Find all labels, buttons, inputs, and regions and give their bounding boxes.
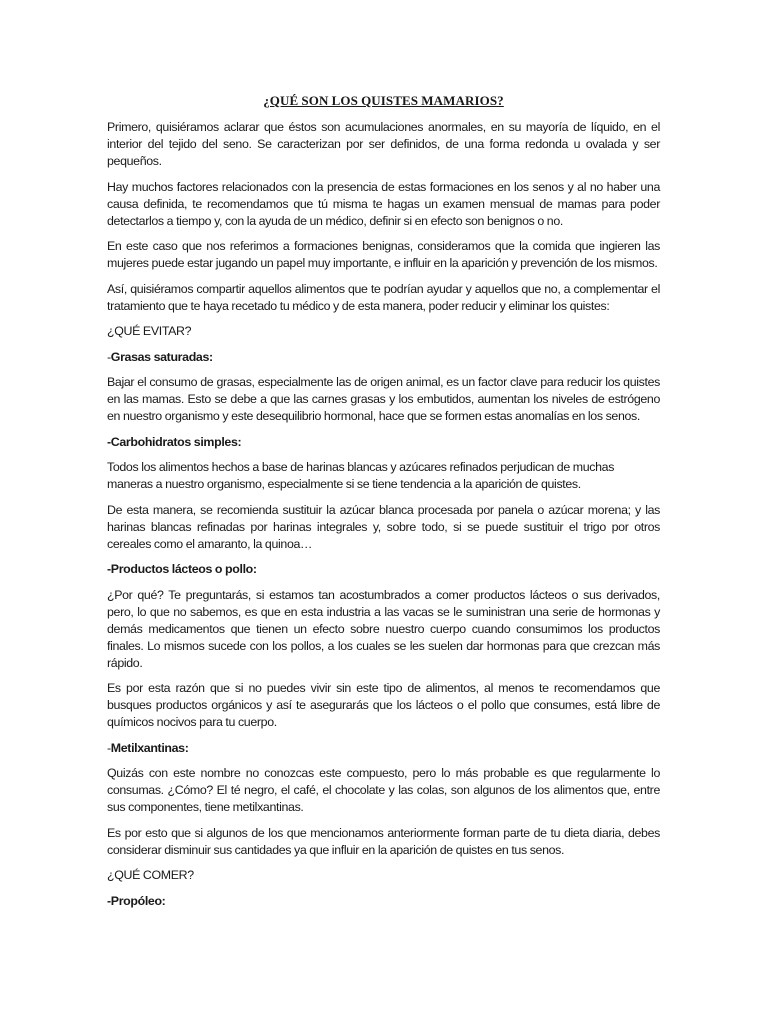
grasas-paragraph: Bajar el consumo de grasas, especialmente las de origen animal, es un factor clave para reducir los quistes en las mamas. Esto se debe a que las carnes grasas y los embutidos, aumentan los niveles de estrógeno en nuestro organismo y este desequilibrio hormonal, hace que se formen estas anomalías en los senos.: [107, 375, 660, 423]
carbohidratos-paragraph-2: De esta manera, se recomienda sustituir la azúcar blanca procesada por panela o azúcar morena; y las harinas blancas refinadas por harinas integrales y, sobre todo, si se puede sustituir el trigo por otros cereales como el amaranto, la quinoa…: [107, 502, 660, 551]
subheading-propoleo: [107, 893, 660, 910]
intro-paragraph-1: Primero, quisiéramos aclarar que éstos son acumulaciones anormales, en su mayoría de líquido, en el interior del tejido del seno. Se caracterizan por ser definidos, de una forma redonda u ovalada y ser pequeños.: [107, 120, 660, 168]
subheading-propoleo-label: -Propóleo:: [107, 893, 166, 908]
subheading-metilxantinas-prefix: -: [107, 740, 111, 755]
subheading-metilxantinas-label: Metilxantinas:: [110, 740, 189, 755]
subheading-lacteos-label: -Productos lácteos o pollo:: [107, 562, 257, 576]
intro-paragraph-3: En este caso que nos referimos a formaciones benignas, consideramos que la comida que ingieren las mujeres puede estar jugando un papel muy importante, e influir en la aparición y prevención de los mismos.: [107, 239, 660, 270]
subheading-lacteos: [107, 561, 660, 578]
subheading-grasas-prefix: -: [107, 349, 111, 364]
section-heading-que-evitar: ¿QUÉ EVITAR?: [107, 324, 192, 338]
subheading-carbohidratos: [107, 434, 660, 451]
metilxantinas-paragraph-1: Quizás con este nombre no conozcas este compuesto, pero lo más probable es que regularmente lo consumas. ¿Cómo? El té negro, el café, el chocolate y las colas, son algunos de los alimentos que, entre sus componentes, tiene metilxantinas.: [107, 766, 660, 814]
subheading-metilxantinas: [107, 740, 660, 757]
subheading-grasas: [107, 349, 660, 366]
document-page: [107, 92, 660, 918]
carbohidratos-paragraph-1: Todos los alimentos hechos a base de harinas blancas y azúcares refinados perjudican de muchas maneras a nuestro organismo, especialmente si se tiene tendencia a la aparición de quistes.: [107, 460, 615, 491]
lacteos-paragraph-2: Es por esta razón que si no puedes vivir sin este tipo de alimentos, al menos te recomendamos que busques productos orgánicos y así te asegurarás que los lácteos o el pollo que consumes, está libre de químicos nocivos para tu cuerpo.: [107, 681, 660, 729]
subheading-grasas-label: Grasas saturadas:: [110, 349, 213, 364]
section-heading-que-comer: ¿QUÉ COMER?: [107, 868, 194, 882]
metilxantinas-paragraph-2: Es por esto que si algunos de los que mencionamos anteriormente forman parte de tu dieta diaria, debes considerar disminuir sus cantidades ya que influir en la aparición de quistes en tus senos.: [107, 825, 660, 857]
document-title: ¿QUÉ SON LOS QUISTES MAMARIOS?: [263, 93, 504, 108]
subheading-carbohidratos-label: -Carbohidratos simples:: [107, 434, 242, 449]
intro-paragraph-4: Así, quisiéramos compartir aquellos alimentos que te podrían ayudar y aquellos que no, a complementar el tratamiento que te haya recetado tu médico y de esta manera, poder reducir y eliminar los quistes:: [107, 281, 660, 313]
lacteos-paragraph-1: ¿Por qué? Te preguntarás, si estamos tan acostumbrados a comer productos lácteos o sus derivados, pero, lo que no sabemos, es que en esta industria a las vacas se le suministran una serie de hormonas y demás medicamentos que tienen un efecto sobre nuestro cuerpo cuando consumimos los productos finales. Lo mismos sucede con los pollos, a los cuales se les suelen dar hormonas para que crezcan más rápido.: [107, 587, 660, 670]
intro-paragraph-2: Hay muchos factores relacionados con la presencia de estas formaciones en los senos y al no haber una causa definida, te recomendamos que tú misma te hagas un examen mensual de mamas para poder detectarlos a tiempo y, con la ayuda de un médico, definir si en efecto son benignos o no.: [107, 179, 660, 228]
